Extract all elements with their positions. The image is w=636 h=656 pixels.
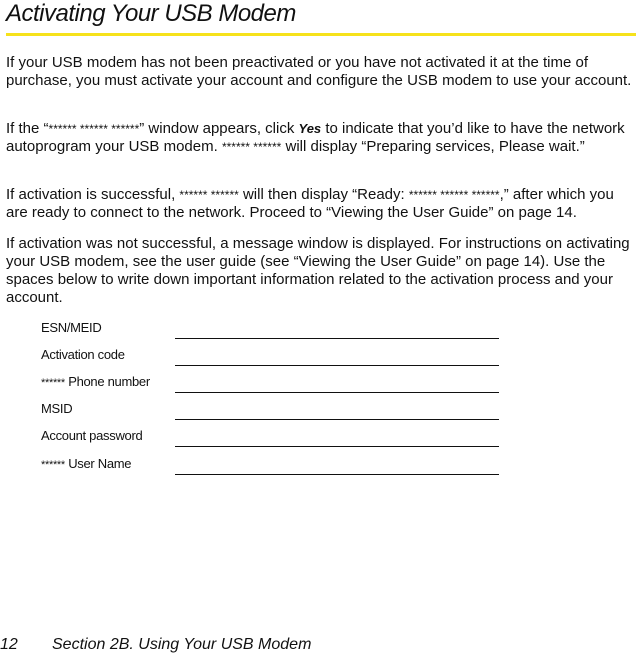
activation-window-paragraph (6, 120, 634, 156)
form-row-account-password (41, 426, 501, 446)
masked-app-name-2: ****** ****** (179, 188, 239, 202)
write-in-line (175, 338, 499, 339)
form-label-text: User Name (64, 456, 132, 471)
write-in-line (175, 419, 499, 420)
form-row-activation-code (41, 345, 501, 365)
form-label (41, 456, 131, 471)
section-title: Section 2B. Using Your USB Modem (52, 636, 312, 653)
masked-app-name: ****** ****** (221, 140, 282, 154)
activation-success-paragraph (6, 186, 634, 222)
title-underline-rule (6, 33, 636, 36)
page-number: 12 (0, 636, 18, 653)
p2-text-a: If the “ (6, 120, 49, 137)
masked-window-name: ****** ****** ****** (48, 122, 140, 136)
p2-text-b: ” window appears, click (139, 120, 299, 137)
form-row-user-name (41, 454, 501, 474)
activation-failure-paragraph: If activation was not successful, a message window is displayed. For instructions on activating your USB modem, see the user guide (see “Viewing the User Guide” on page 14). Use the spaces below to write down important information related to the activation process and your account. (6, 235, 630, 306)
p3-text-c: ,” after which you are ready to connect to the network. Proceed to “Viewing the User Guide” on page 14. (6, 186, 614, 221)
form-label-text: Phone number (64, 374, 150, 389)
masked-network-name: ****** ****** ****** (408, 188, 500, 202)
write-in-line (175, 392, 499, 393)
p3-text-b: will then display “Ready: (238, 186, 409, 203)
p2-text-c: to indicate that you’d like to have the network autoprogram your USB modem. (6, 120, 625, 155)
masked-brand: ****** (41, 459, 65, 471)
write-in-line (175, 446, 499, 447)
page-title: Activating Your USB Modem (6, 0, 296, 27)
form-label (41, 374, 150, 389)
form-label: Activation code (41, 347, 125, 362)
write-in-line (175, 365, 499, 366)
form-label: MSID (41, 401, 73, 416)
form-label: ESN/MEID (41, 320, 102, 335)
p3-text-a: If activation is successful, (6, 186, 180, 203)
intro-paragraph: If your USB modem has not been preactivated or you have not activated it at the time of purchase, you must activate your account and configure the USB modem to use your account. (6, 54, 632, 89)
yes-button-reference: Yes (298, 121, 322, 136)
write-in-line (175, 474, 499, 475)
form-row-esn-meid (41, 318, 501, 338)
page-footer (0, 636, 311, 654)
form-row-phone-number (41, 372, 501, 392)
masked-brand: ****** (41, 377, 65, 389)
form-label: Account password (41, 428, 143, 443)
form-row-msid (41, 399, 501, 419)
p2-text-d: will display “Preparing services, Please wait.” (281, 138, 585, 155)
